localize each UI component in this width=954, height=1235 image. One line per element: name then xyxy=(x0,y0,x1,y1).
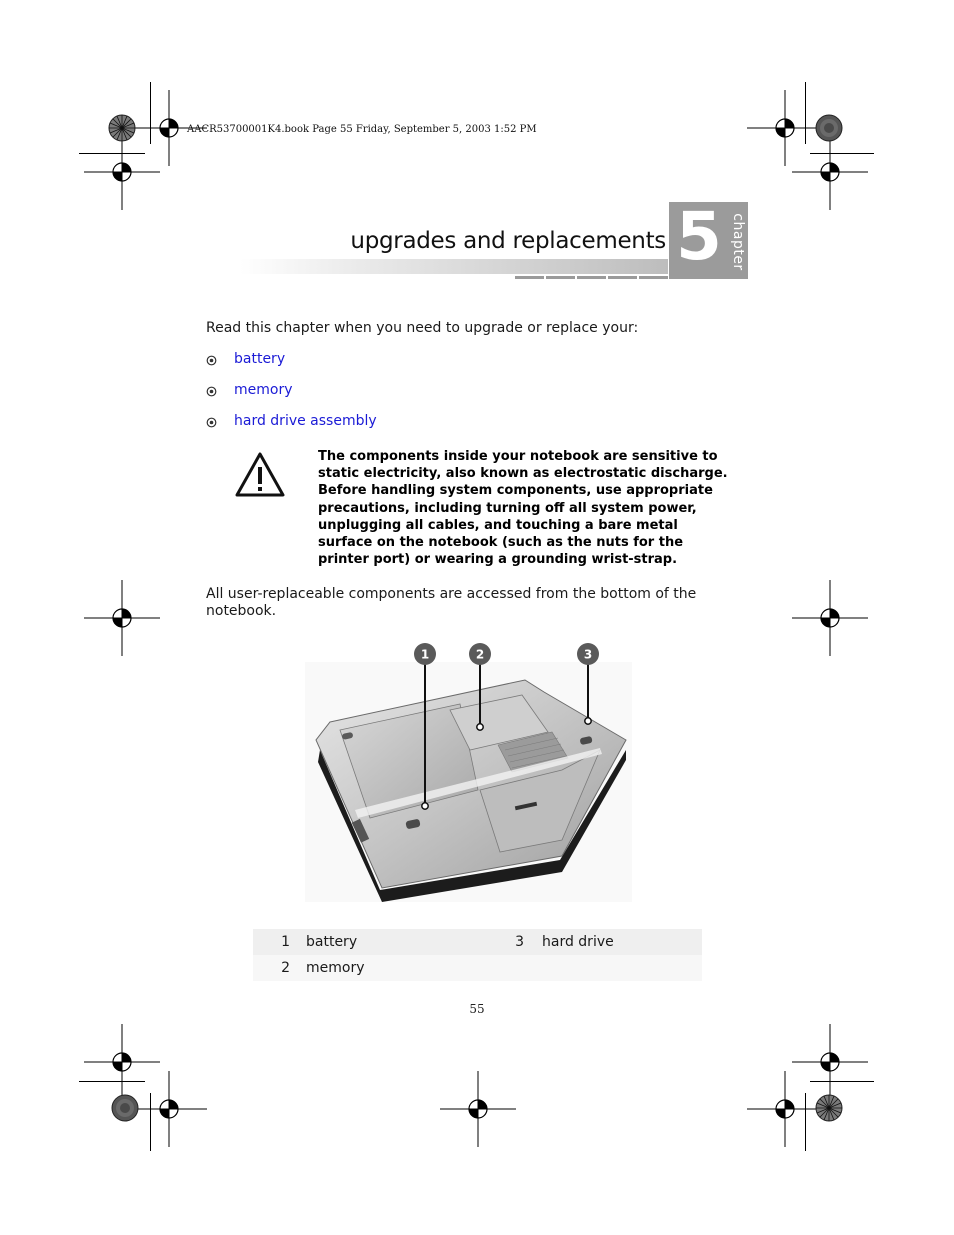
crop-line xyxy=(810,153,874,154)
crop-line xyxy=(79,1081,145,1082)
warning-icon xyxy=(234,451,286,498)
legend-row xyxy=(253,955,702,981)
chapter-label-vertical xyxy=(728,205,748,279)
registration-mark-icon xyxy=(792,134,868,210)
warning-text: The components inside your notebook are sensitive to static electricity, also known as electrostatic discharge. Before handling system components, use appropriate precautions, including turning off all system power, unplugging all cables, and touching a bare metal surface on the notebook (such as the nuts for the printer port) or wearing a grounding wrist-strap. xyxy=(318,449,728,568)
intro-text: Read this chapter when you need to upgrade or replace your: xyxy=(206,320,639,336)
crop-line xyxy=(805,82,806,144)
link-hard-drive-assembly[interactable]: hard drive assembly xyxy=(234,413,377,429)
legend-row xyxy=(253,929,702,955)
callout-target-dot xyxy=(477,724,483,730)
callout-label: 2 xyxy=(475,647,485,662)
registration-mark-icon xyxy=(792,580,868,656)
registration-mark-icon xyxy=(84,580,160,656)
title-tick-bar xyxy=(515,276,668,279)
callout-label: 1 xyxy=(420,647,430,662)
callout-3 xyxy=(577,643,599,724)
color-target-icon xyxy=(108,114,136,142)
chapter-title: upgrades and replacements xyxy=(350,228,666,254)
callout-label: 3 xyxy=(583,647,593,662)
crop-line xyxy=(150,1093,151,1151)
crop-line xyxy=(810,1081,874,1082)
registration-mark-icon xyxy=(747,1071,823,1147)
legend-label xyxy=(542,955,702,981)
legend-number: 2 xyxy=(281,960,290,976)
legend-number xyxy=(486,955,542,981)
legend-label: battery xyxy=(306,934,358,950)
color-target-icon xyxy=(815,114,843,142)
callout-2 xyxy=(469,643,491,730)
link-battery[interactable]: battery xyxy=(234,351,286,367)
registration-mark-icon xyxy=(440,1071,516,1147)
page-number: 55 xyxy=(469,1002,485,1016)
crop-line xyxy=(805,1093,806,1151)
callout-1 xyxy=(414,643,436,809)
access-text: All user-replaceable components are accessed from the bottom of the notebook. xyxy=(206,586,697,619)
link-memory[interactable]: memory xyxy=(234,382,293,398)
figure-legend-table xyxy=(253,929,702,981)
bullet-icon xyxy=(206,417,217,428)
chapter-number: 5 xyxy=(676,198,722,275)
bullet-icon xyxy=(206,355,217,366)
color-target-icon xyxy=(815,1094,843,1122)
legend-number: 3 xyxy=(515,934,524,950)
registration-mark-icon xyxy=(131,1071,207,1147)
title-gradient-bar xyxy=(240,259,668,274)
legend-label: hard drive xyxy=(542,934,614,950)
crop-line xyxy=(79,153,145,154)
callout-target-dot xyxy=(585,718,591,724)
color-target-icon xyxy=(111,1094,139,1122)
bullet-icon xyxy=(206,386,217,397)
legend-number: 1 xyxy=(281,934,290,950)
print-header-info: AACR53700001K4.book Page 55 Friday, September 5, 2003 1:52 PM xyxy=(187,124,537,135)
crop-line xyxy=(150,82,151,144)
callout-target-dot xyxy=(422,803,428,809)
callout-layer xyxy=(300,640,635,905)
legend-label: memory xyxy=(306,960,365,976)
registration-mark-icon xyxy=(84,134,160,210)
chapter-label: chapter xyxy=(730,213,746,271)
